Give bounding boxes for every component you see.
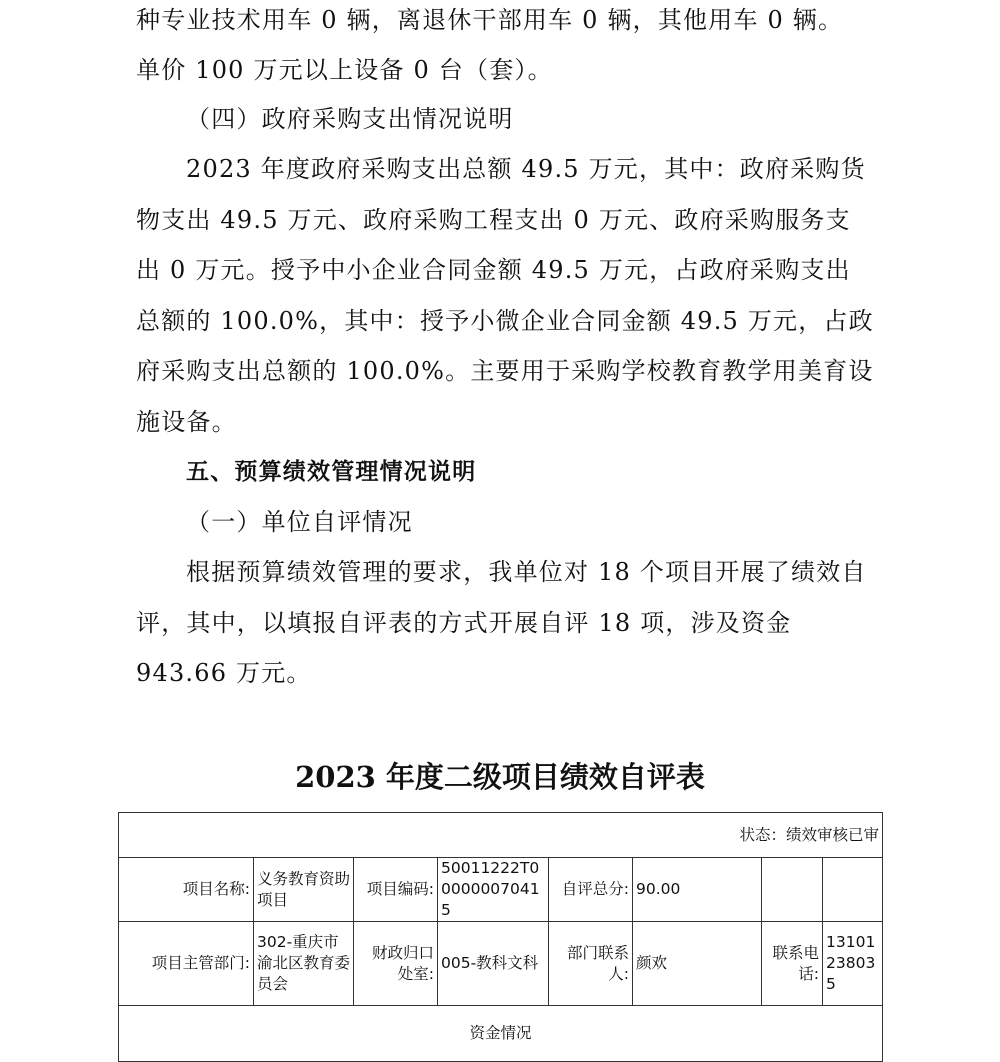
form-title: 2023 年度二级项目绩效自评表 xyxy=(295,760,705,794)
phone-value: 13101238035 xyxy=(823,922,883,1006)
office-label: 财政归口处室: xyxy=(354,922,438,1006)
project-code-value: 50011222T000000070415 xyxy=(438,858,549,922)
paragraph-procurement: 2023 年度政府采购支出总额 49.5 万元，其中：政府采购货物支出 49.5 万元、政府采购工程支出 0 万元、政府采购服务支出 0 万元。授予中小企业合同金额 49.5 万元，占政府采购支出总额的 100.0%，其中：授予小微企业合同金额 49.5 万元，占政府采购支出总额的 100.0%。主要用于采购学校教育教学用美育设施设备。 xyxy=(136,155,874,436)
contact-label: 部门联系人: xyxy=(549,922,633,1006)
empty-cell xyxy=(762,858,823,922)
section-heading-self-eval: （一）单位自评情况 xyxy=(186,508,413,536)
project-name-label: 项目名称: xyxy=(119,858,254,922)
dept-label: 项目主管部门: xyxy=(119,922,254,1006)
contact-value: 颜欢 xyxy=(633,922,762,1006)
office-value: 005-教科文科 xyxy=(438,922,549,1006)
self-score-label: 自评总分: xyxy=(549,858,633,922)
paragraph-equipment: 单价 100 万元以上设备 0 台（套）。 xyxy=(136,56,553,84)
project-code-label: 项目编码: xyxy=(354,858,438,922)
project-name-value: 义务教育资助项目 xyxy=(254,858,354,922)
form-status: 状态：绩效审核已审 xyxy=(119,813,883,858)
section-heading-procurement: （四）政府采购支出情况说明 xyxy=(186,105,514,133)
self-score-value: 90.00 xyxy=(633,858,762,922)
dept-value: 302-重庆市渝北区教育委员会 xyxy=(254,922,354,1006)
funds-section-label: 资金情况 xyxy=(119,1006,883,1062)
paragraph-self-eval: 根据预算绩效管理的要求，我单位对 18 个项目开展了绩效自评，其中，以填报自评表的方式开展自评 18 项，涉及资金 943.66 万元。 xyxy=(136,558,867,687)
phone-label: 联系电话: xyxy=(762,922,823,1006)
performance-form-table xyxy=(118,812,883,1062)
paragraph-vehicles: 种专业技术用车 0 辆，离退休干部用车 0 辆，其他用车 0 辆。 xyxy=(136,6,844,34)
chapter-heading-performance: 五、预算绩效管理情况说明 xyxy=(186,459,477,485)
empty-cell xyxy=(823,858,883,922)
